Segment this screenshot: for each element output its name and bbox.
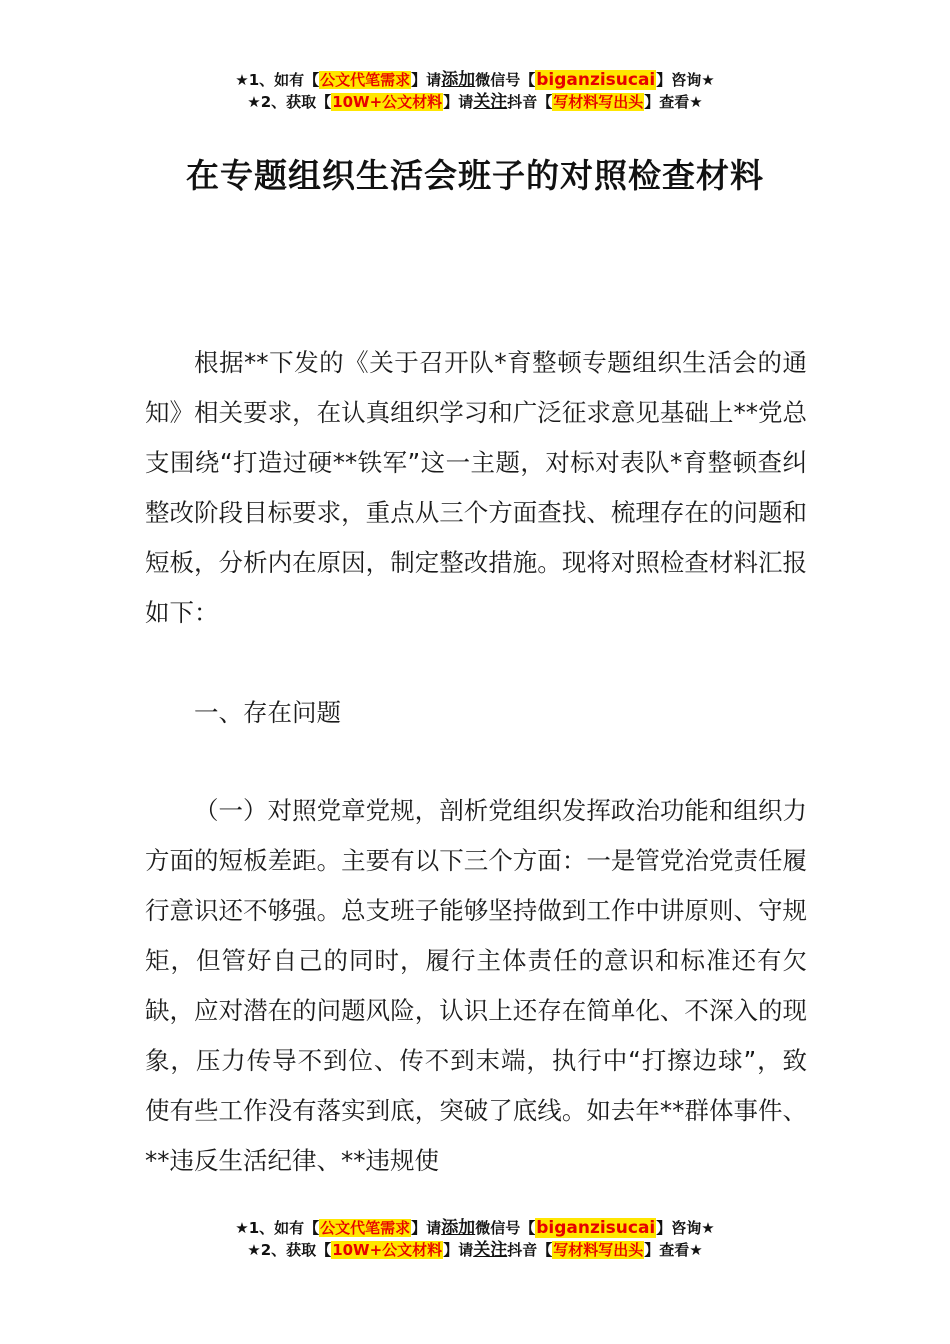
section-paragraph: （一）对照党章党规，剖析党组织发挥政治功能和组织力方面的短板差距。主要有以下三个方面：一是管党治党责任履行意识还不够强。总支班子能够坚持做到工作中讲原则、守规矩，但管好自己的同时，履行主体责任的意识和标准还有欠缺，应对潜在的问题风险，认识上还存在简单化、不深入的现象，压力传导不到位、传不到末端，执行中“打擦边球”，致使有些工作没有落实到底，突破了底线。如去年**群体事件、**违反生活纪律、**违规使 bbox=[145, 796, 807, 1175]
intro-paragraph: 根据**下发的《关于召开队*育整顿专题组织生活会的通知》相关要求，在认真组织学习和广泛征求意见基础上**党总支围绕“打造过硬**铁军”这一主题，对标对表队*育整顿查纠整改阶段目标要求，重点从三个方面查找、梳理存在的问题和短板，分析内在原因，制定整改措施。现将对照检查材料汇报如下： bbox=[145, 348, 807, 627]
wechat-id: biganzisucai bbox=[536, 70, 656, 90]
document-title: 在专题组织生活会班子的对照检查材料 bbox=[186, 156, 764, 195]
promo-line-2: ★2、获取【10W+公文材料】请关注抖音【写材料写出头】查看★ bbox=[247, 92, 703, 112]
section-heading: 一、存在问题 bbox=[194, 698, 341, 727]
promo-line-2: ★2、获取【10W+公文材料】请关注抖音【写材料写出头】查看★ bbox=[247, 1240, 703, 1260]
promo-line-1: ★1、如有【公文代笔需求】请添加微信号【biganzisucai】咨询★ bbox=[235, 70, 715, 90]
footer-promo-banner bbox=[0, 1217, 950, 1261]
promo-line-1: ★1、如有【公文代笔需求】请添加微信号【biganzisucai】咨询★ bbox=[235, 1218, 715, 1238]
header-promo-banner bbox=[0, 69, 950, 113]
wechat-id: biganzisucai bbox=[536, 1218, 656, 1238]
